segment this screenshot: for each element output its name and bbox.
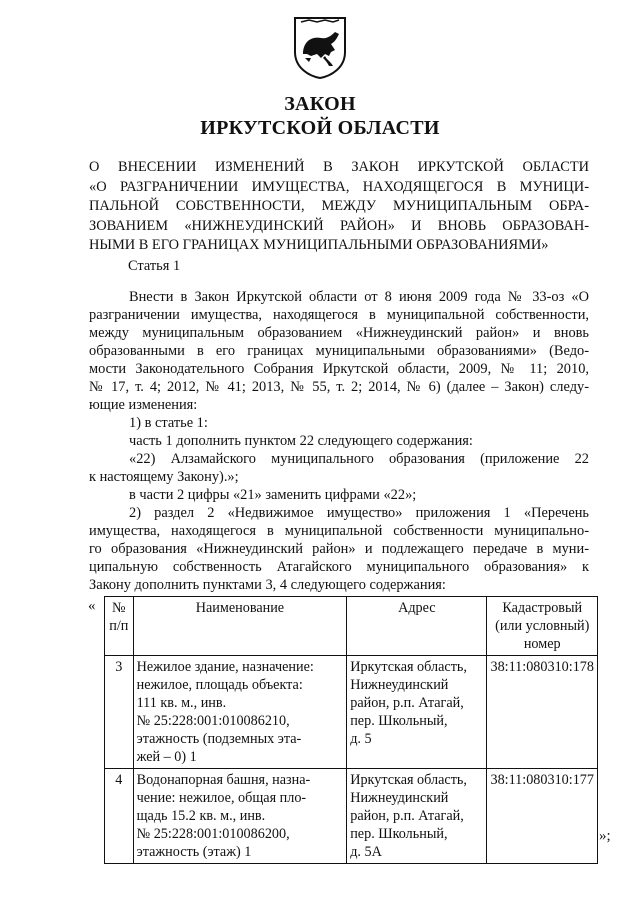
- name-line: этажность (подземных эта-: [136, 731, 302, 747]
- body-line: к настоящему Закону).»;: [89, 469, 239, 485]
- row-number: 3: [105, 656, 134, 769]
- table-header-row: [105, 597, 598, 656]
- address-line: пер. Школьный,: [350, 713, 448, 729]
- table-row: [105, 769, 598, 864]
- subject-line: ЗОВАНИЕМ «НИЖНЕУДИНСКИЙ РАЙОН» И ВНОВЬ ОБРАЗОВАН-: [89, 217, 589, 234]
- name-line: нежилое, площадь объекта:: [136, 677, 303, 693]
- name-line: щадь 15.2 кв. м., инв.: [136, 808, 266, 824]
- subject-line: ПАЛЬНОЙ СОБСТВЕННОСТИ, МЕЖДУ МУНИЦИПАЛЬНЫМ ОБРА-: [89, 198, 589, 214]
- header-address: Адрес: [347, 597, 487, 656]
- name-line: чение: нежилое, общая пло-: [136, 790, 307, 806]
- body-line: мости Законодательного Собрания Иркутской области, 2009, № 11; 2010,: [89, 361, 589, 377]
- coat-of-arms-icon: [291, 14, 349, 80]
- name-line: Нежилое здание, назначение:: [136, 659, 314, 675]
- subject-line: НЫМИ В ЕГО ГРАНИЦАХ МУНИЦИПАЛЬНЫМИ ОБРАЗОВАНИЯМИ»: [89, 237, 549, 253]
- body-line: имущества, находящегося в муниципальной собственности муниципально-: [89, 523, 589, 539]
- body-line: разграничении имущества, находящегося в муниципальной собственности,: [89, 307, 589, 323]
- table-open-quote: «: [88, 598, 96, 614]
- article-body: [89, 288, 589, 594]
- property-table: [104, 596, 598, 864]
- body-line: ципальную собственность Атагайского муниципального образования» к: [89, 559, 589, 575]
- article-heading: Статья 1: [128, 258, 181, 274]
- name-line: № 25:228:001:010086210,: [136, 713, 290, 729]
- row-address: [347, 769, 487, 864]
- name-line: этажность (этаж) 1: [136, 844, 252, 860]
- law-subject: [89, 158, 589, 256]
- row-number: 4: [105, 769, 134, 864]
- row-name: [133, 769, 347, 864]
- body-line: 2) раздел 2 «Недвижимое имущество» приложения 1 «Перечень: [129, 505, 589, 521]
- header-name: Наименование: [133, 597, 347, 656]
- row-name: [133, 656, 347, 769]
- row-address: [347, 656, 487, 769]
- body-line: Закону дополнить пунктами 3, 4 следующего содержания:: [89, 577, 446, 593]
- body-line: го образования «Нижнеудинский район» и подлежащего передаче в муни-: [89, 541, 589, 557]
- name-line: Водонапорная башня, назна-: [136, 772, 311, 788]
- table-close-quote: »;: [599, 828, 611, 844]
- address-line: д. 5А: [350, 844, 382, 860]
- header-number-label: № п/п: [109, 600, 129, 634]
- body-line: «22) Алзамайского муниципального образования (приложение 22: [129, 451, 589, 467]
- body-line: между муниципальным образованием «Нижнеудинский район» и вновь: [89, 325, 589, 341]
- address-line: Иркутская область,: [350, 772, 467, 788]
- table-row: [105, 656, 598, 769]
- header-number: [105, 597, 134, 656]
- subject-line: О ВНЕСЕНИИ ИЗМЕНЕНИЙ В ЗАКОН ИРКУТСКОЙ ОБЛАСТИ: [89, 159, 589, 175]
- body-line: образованными в его границах муниципальными образованиями» (Ведо-: [89, 343, 589, 359]
- name-line: жей – 0) 1: [136, 749, 197, 765]
- body-line: № 17, т. 4; 2012, № 41; 2013, № 55, т. 2; 2014, № 6) (далее – Закон) следу-: [89, 379, 589, 395]
- body-line: в части 2 цифры «21» заменить цифрами «22»;: [129, 487, 417, 503]
- address-line: Нижнеудинский: [350, 790, 449, 806]
- address-line: д. 5: [350, 731, 372, 747]
- address-line: пер. Школьный,: [350, 826, 448, 842]
- name-line: № 25:228:001:010086200,: [136, 826, 290, 842]
- name-line: 111 кв. м., инв.: [136, 695, 227, 711]
- subject-line: «О РАЗГРАНИЧЕНИИ ИМУЩЕСТВА, НАХОДЯЩЕГОСЯ В МУНИЦИ-: [89, 178, 589, 195]
- row-cadastral: 38:11:080310:177: [487, 769, 598, 864]
- row-cadastral: 38:11:080310:178: [487, 656, 598, 769]
- body-line: часть 1 дополнить пунктом 22 следующего содержания:: [129, 433, 473, 449]
- address-line: район, р.п. Атагай,: [350, 808, 464, 824]
- body-line: ющие изменения:: [89, 397, 198, 413]
- address-line: Иркутская область,: [350, 659, 467, 675]
- body-line: Внести в Закон Иркутской области от 8 июня 2009 года № 33-оз «О: [129, 289, 589, 305]
- body-line: 1) в статье 1:: [129, 415, 208, 431]
- law-title: ЗАКОН: [284, 93, 356, 115]
- address-line: район, р.п. Атагай,: [350, 695, 464, 711]
- region-title: ИРКУТСКОЙ ОБЛАСТИ: [200, 117, 440, 139]
- header-cadastral: Кадастровый (или условный) номер: [487, 597, 598, 656]
- address-line: Нижнеудинский: [350, 677, 449, 693]
